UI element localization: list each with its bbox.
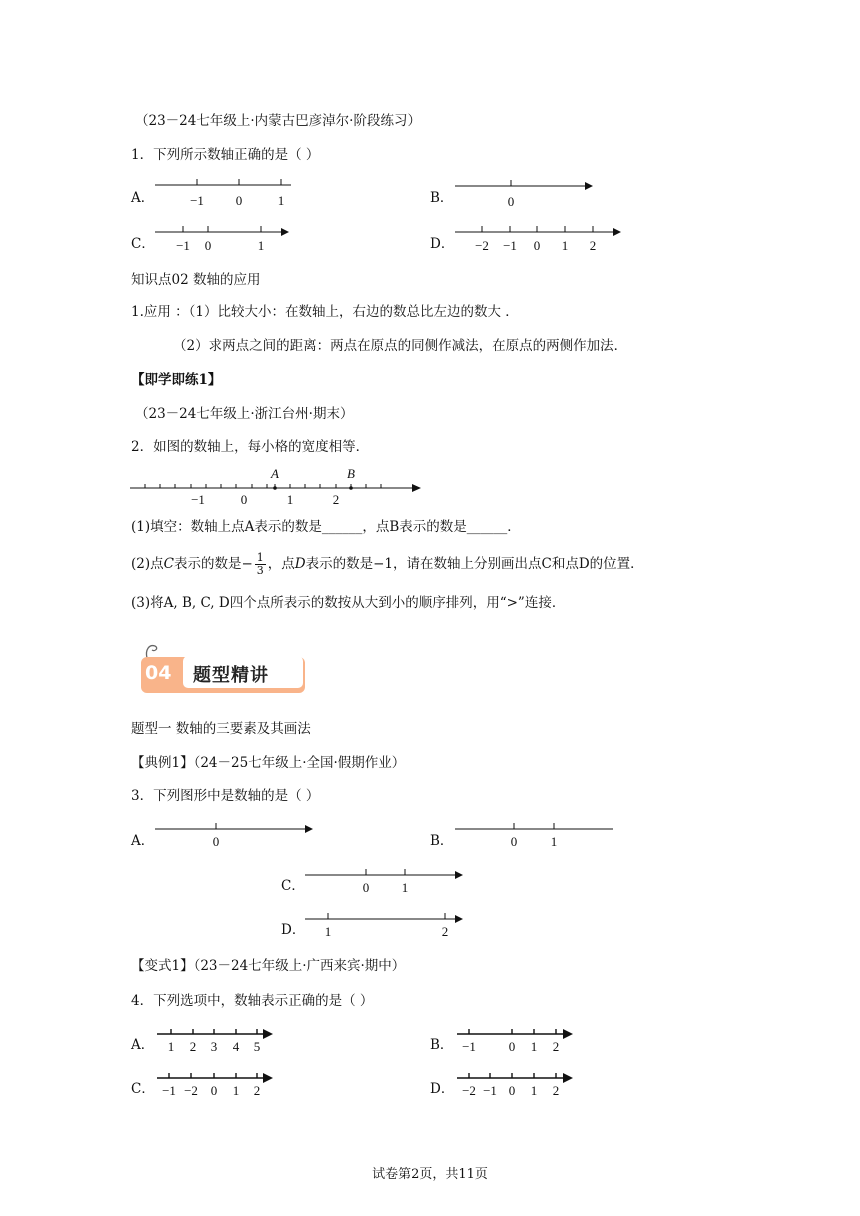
q4-d-tick-label: −2 [462,1083,476,1098]
q4-c-tick-label: 0 [210,1083,218,1098]
q3-a-tick-label: 0 [212,834,220,849]
q2-stem: 2．如图的数轴上，每小格的宽度相等． [131,439,370,455]
q4-b-tick-label: 1 [530,1039,538,1054]
practice-heading: 【即学即练1】 [131,372,222,388]
knowledge-line-1: 1.应用 ：（1）比较大小：在数轴上，右边的数总比左边的数大 ． [131,304,519,320]
q1-option-b[interactable]: B． [430,190,454,206]
q3-option-d[interactable]: D． [281,922,306,938]
point-a-label: A [271,466,279,481]
knowledge-point-title: 知识点02 数轴的应用 [131,272,261,288]
q4-c-tick-label: −1 [162,1083,176,1098]
q4-d-tick-label: 0 [508,1083,516,1098]
q1-d-tick-label: 0 [533,238,541,253]
q4-d-tick-label: 1 [530,1083,538,1098]
q1-option-a[interactable]: A． [131,190,155,206]
q2-source: （23－24七年级上·浙江台州·期末） [135,406,354,422]
q3-axis-a [155,820,320,850]
q1-d-tick-label: −2 [475,238,489,253]
q4-axis-a [157,1025,282,1055]
q3-option-a[interactable]: A． [131,833,155,849]
q2-tick-label: 2 [332,492,340,507]
q1-option-c[interactable]: C． [131,236,155,252]
q3-option-c[interactable]: C． [281,878,305,894]
q4-d-tick-label: 2 [552,1083,560,1098]
q1-c-tick-label: −1 [176,238,190,253]
q1-a-tick-label: 1 [277,193,285,208]
q3-c-tick-label: 0 [362,880,370,895]
q2-part1: (1)填空：数轴上点A表示的数是______，点B表示的数是______． [131,519,521,535]
q3-b-tick-label: 1 [550,834,558,849]
q1-c-tick-label: 1 [257,238,265,253]
q3-stem: 3．下列图形中是数轴的是（ ） [131,788,320,804]
q1-axis-a [155,176,305,210]
knowledge-line-2: （2）求两点之间的距离：两点在原点的同侧作减法，在原点的两侧作加法． [173,338,628,354]
q4-option-c[interactable]: C． [131,1081,155,1097]
q2-number-line [130,462,430,506]
q3-d-tick-label: 1 [324,924,332,939]
q1-axis-d [455,223,625,257]
variant-heading: 【变式1】（23－24七年级上·广西来宾·期中） [131,958,406,974]
q3-axis-c [305,866,470,896]
q3-b-tick-label: 0 [510,834,518,849]
q2-tick-label: −1 [191,492,205,507]
fraction-one-third: $\frac{1}{3}$ [256,551,264,577]
point-b-label: B [347,466,355,481]
q1-a-tick-label: 0 [235,193,243,208]
q4-option-b[interactable]: B． [430,1037,454,1053]
q2-tick-label: 0 [240,492,248,507]
q3-option-b[interactable]: B． [430,833,454,849]
q1-c-tick-label: 0 [204,238,212,253]
q1-stem: 1．下列所示数轴正确的是（ ） [131,147,320,163]
banner-number: 04 [145,662,172,684]
q1-d-tick-label: 1 [561,238,569,253]
q1-axis-b [455,176,600,210]
q4-a-tick-label: 1 [167,1039,175,1054]
q4-axis-c [157,1069,282,1099]
q2-tick-label: 1 [286,492,294,507]
q3-axis-b [455,820,615,850]
q4-option-a[interactable]: A． [131,1037,155,1053]
example-heading: 【典例1】（24－25七年级上·全国·假期作业） [131,755,406,771]
q4-c-tick-label: 1 [232,1083,240,1098]
q4-c-tick-label: −2 [184,1083,198,1098]
q1-option-d[interactable]: D． [430,236,455,252]
q4-a-tick-label: 3 [210,1039,218,1054]
q4-stem: 4．下列选项中，数轴表示正确的是（ ） [131,993,374,1009]
q3-c-tick-label: 1 [401,880,409,895]
q2-part3: (3)将A, B, C, D四个点所表示的数按从大到小的顺序排列，用“>”连接． [131,595,566,611]
q4-axis-d [457,1069,582,1099]
q4-a-tick-label: 2 [189,1039,197,1054]
q4-a-tick-label: 4 [232,1039,240,1054]
q1-axis-c [155,223,295,257]
q3-d-tick-label: 2 [441,924,449,939]
q1-d-tick-label: −1 [503,238,517,253]
q1-d-tick-label: 2 [589,238,597,253]
q1-source: （23－24七年级上·内蒙古巴彦淖尔·阶段练习） [135,113,421,129]
q4-axis-b [457,1025,582,1055]
q4-d-tick-label: −1 [483,1083,497,1098]
q4-b-tick-label: 0 [508,1039,516,1054]
q4-b-tick-label: 2 [552,1039,560,1054]
q4-b-tick-label: −1 [462,1039,476,1054]
q1-a-tick-label: −1 [190,193,204,208]
q2-part2: (2)点C表示的数是− $\frac{1}{3}$ ，点D表示的数是−1，请在数轴上分别画出点C和点D的位置． [131,551,644,577]
type1-heading: 题型一 数轴的三要素及其画法 [131,721,311,737]
section-banner [141,654,307,694]
q3-axis-d [305,910,470,940]
page-footer: 试卷第2页，共11页 [372,1167,488,1182]
q1-b-tick-label: 0 [507,194,515,209]
q4-option-d[interactable]: D． [430,1081,455,1097]
banner-label: 题型精讲 [193,665,269,686]
q4-a-tick-label: 5 [253,1039,261,1054]
q4-c-tick-label: 2 [253,1083,261,1098]
